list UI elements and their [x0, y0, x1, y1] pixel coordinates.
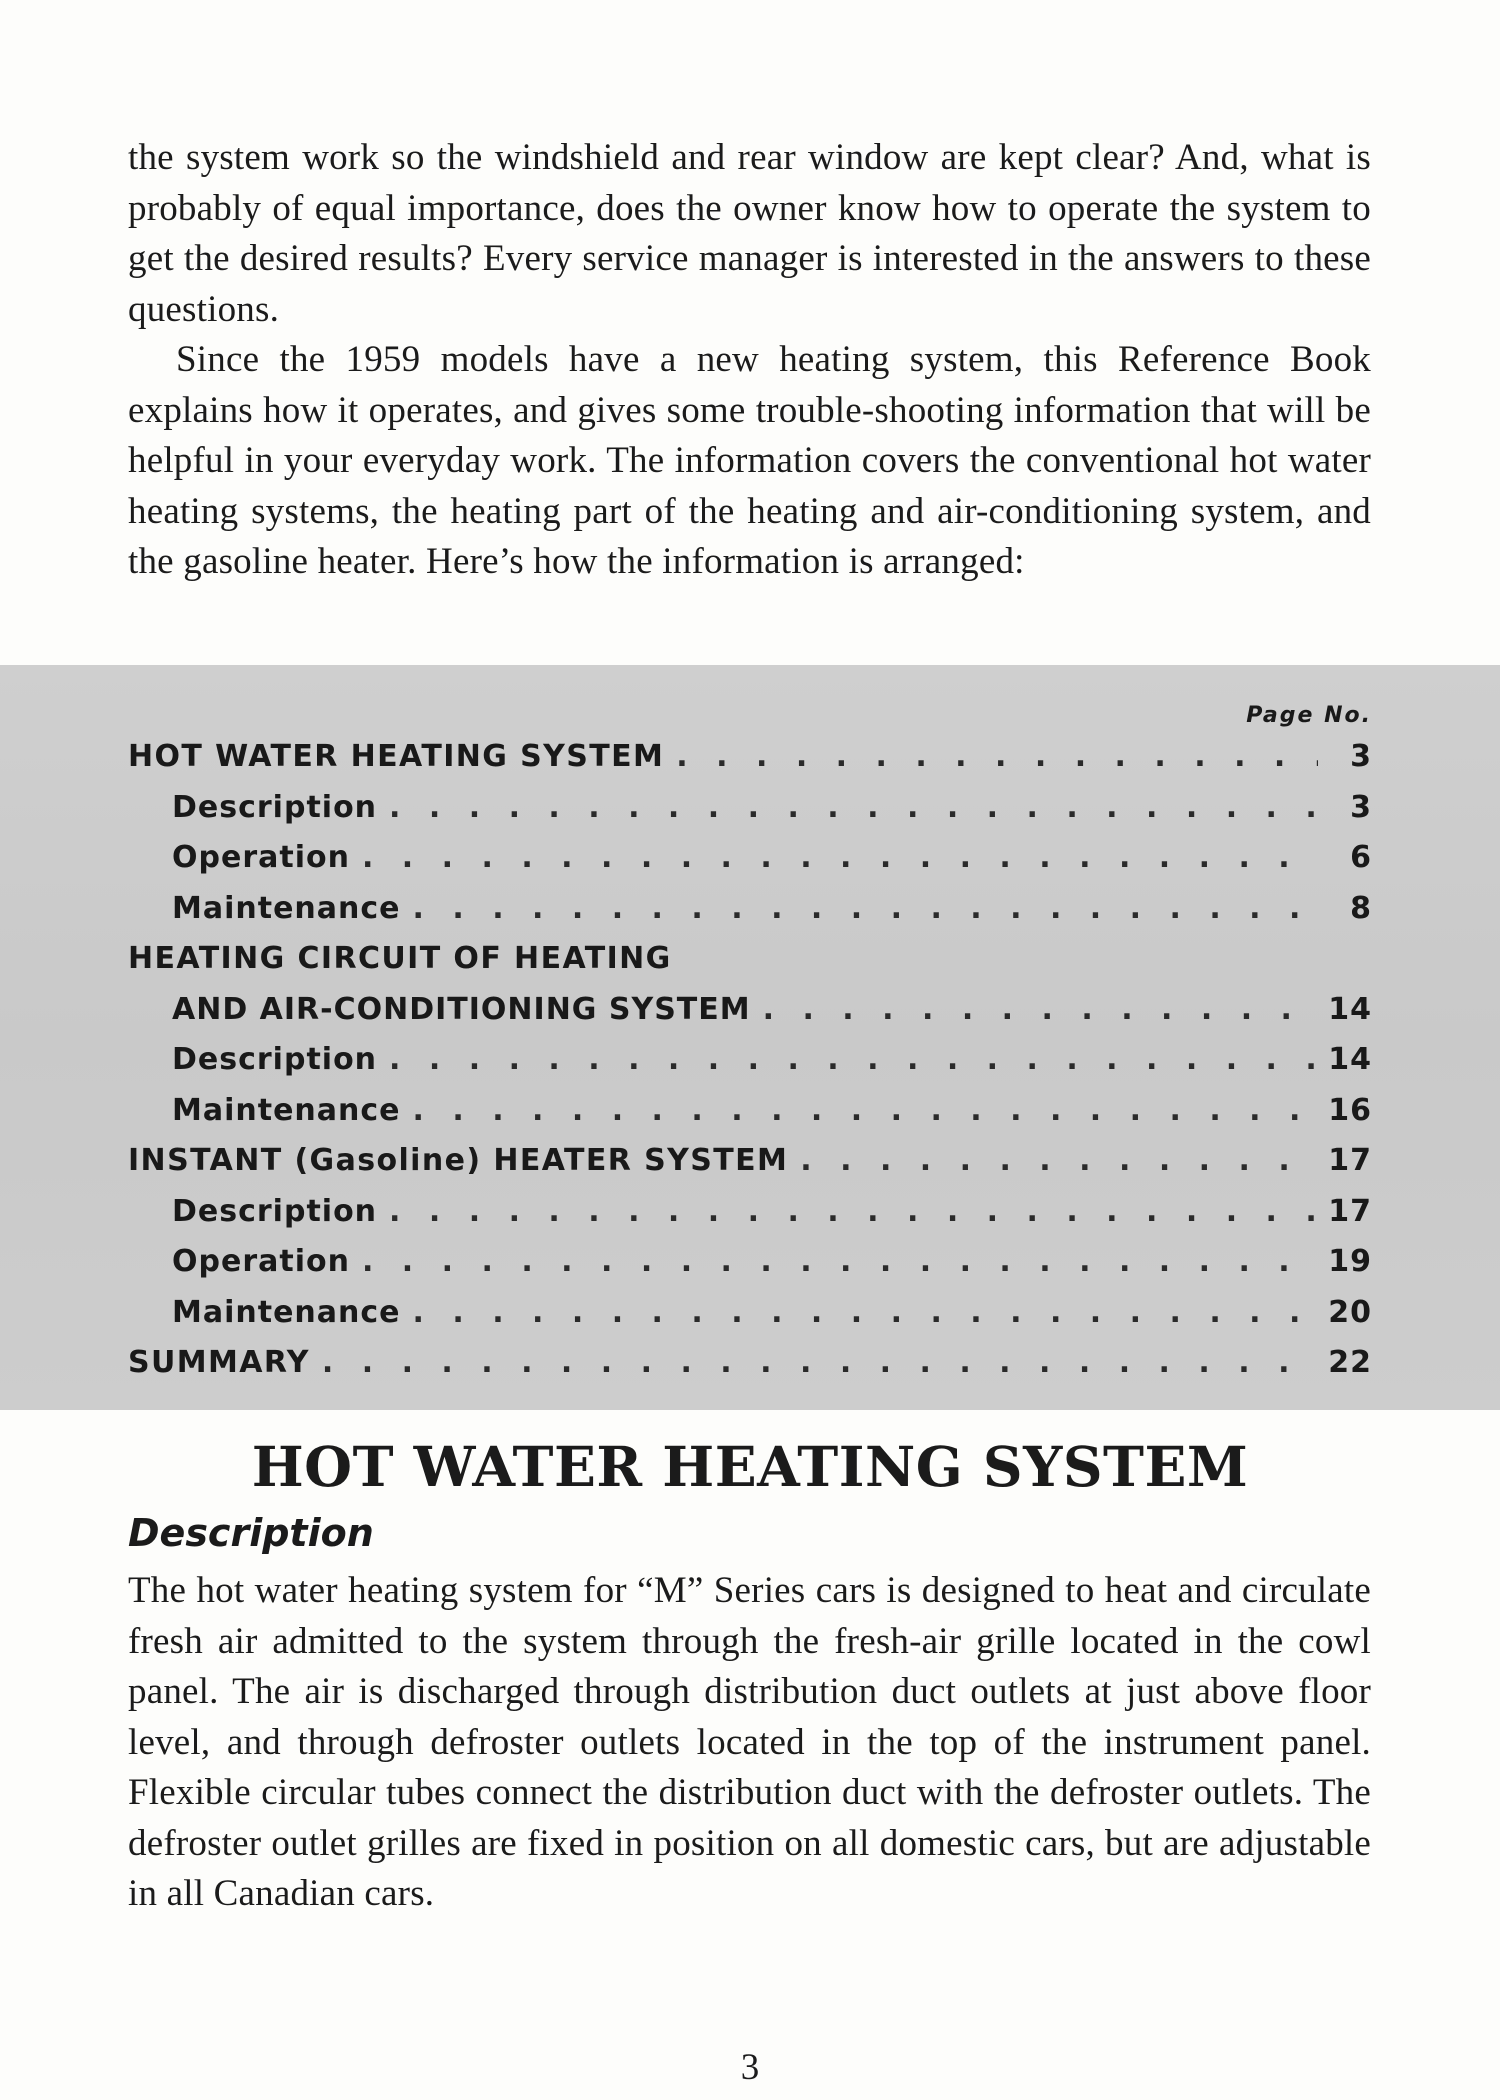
toc-entry-page: 17: [1328, 1193, 1372, 1229]
section-body: [128, 1566, 1371, 1920]
toc-entry-label: AND AIR-CONDITIONING SYSTEM: [172, 991, 751, 1027]
toc-entry-page: 6: [1350, 840, 1372, 875]
toc-entry-label: SUMMARY: [128, 1345, 310, 1380]
toc-leader-dots: [389, 783, 1318, 834]
page-number-header: Page No.: [1246, 703, 1372, 728]
toc-entry-label: Description: [172, 1042, 378, 1077]
toc-leader-dots: [413, 1086, 1317, 1137]
toc-entry-page: 22: [1328, 1345, 1372, 1380]
toc-entry-page: 14: [1328, 1042, 1372, 1077]
toc-entry: [128, 732, 1372, 783]
toc-entry: [128, 1086, 1372, 1137]
toc-entry-page: 17: [1328, 1143, 1372, 1178]
toc-entry: [128, 934, 1372, 985]
toc-entry-page: 14: [1328, 991, 1372, 1027]
toc-entry-page: 3: [1350, 789, 1372, 825]
toc-entry-label: HOT WATER HEATING SYSTEM: [128, 739, 665, 774]
toc-entry-label: Maintenance: [172, 1294, 401, 1330]
toc-entry-page: 3: [1350, 739, 1372, 774]
toc-entry-label: Operation: [172, 1244, 350, 1279]
page-number: 3: [740, 2047, 760, 2088]
toc-entry-label: HEATING CIRCUIT OF HEATING: [128, 941, 672, 976]
toc-leader-dots: [800, 1136, 1316, 1187]
toc-entry: [128, 1288, 1372, 1339]
toc-entry: [128, 985, 1372, 1036]
toc-leader-dots: [389, 1187, 1316, 1238]
toc-entry: [128, 1035, 1372, 1086]
intro-text: [128, 133, 1371, 588]
toc-entry: [128, 884, 1372, 935]
toc-entry-page: 16: [1328, 1092, 1372, 1128]
toc-entry-label: INSTANT (Gasoline) HEATER SYSTEM: [128, 1143, 789, 1178]
toc-entry-label: Description: [172, 789, 378, 825]
section-subtitle: Description: [128, 1511, 374, 1555]
section-title: HOT WATER HEATING SYSTEM: [251, 1434, 1249, 1499]
toc-leader-dots: [362, 1237, 1316, 1288]
toc-leader-dots: [322, 1338, 1316, 1389]
toc-entry-label: Maintenance: [172, 1092, 401, 1128]
toc-entry: [128, 1187, 1372, 1238]
intro-paragraph: the system work so the windshield and rear window are kept clear? And, what is probably of equal importance, does the owner know how to operate the system to get the desired results? Every service manager is interested in the answers to these questions.: [128, 137, 1371, 330]
toc-leader-dots: [676, 732, 1318, 783]
toc-entry-label: Maintenance: [172, 890, 401, 926]
body-paragraph: The hot water heating system for “M” Series cars is designed to heat and circulate fresh air admitted to the system through the fresh-air grille located in the cowl panel. The air is discharged through distribution duct outlets at just above floor level, and through defroster outlets located in the top of the instrument panel. Flexible circular tubes connect the distribution duct with the defroster outlets. The defroster outlet grilles are fixed in position on all domestic cars, but are adjustable in all Canadian cars.: [128, 1570, 1371, 1914]
toc-leader-dots: [389, 1035, 1316, 1086]
toc-entry-label: Description: [172, 1193, 378, 1229]
toc-entry-page: 19: [1328, 1244, 1372, 1279]
toc-entry-page: 8: [1350, 890, 1372, 926]
toc-entry: [128, 783, 1372, 834]
table-of-contents: [128, 700, 1372, 1389]
toc-entry: [128, 833, 1372, 884]
toc-entry-label: Operation: [172, 840, 350, 875]
toc-leader-dots: [362, 833, 1318, 884]
toc-entry-page: 20: [1328, 1294, 1372, 1330]
toc-entry: [128, 1338, 1372, 1389]
toc-leader-dots: [763, 985, 1317, 1036]
toc-leader-dots: [413, 884, 1318, 935]
toc-entry: [128, 1237, 1372, 1288]
toc-leader-dots: [413, 1288, 1317, 1339]
intro-paragraph: Since the 1959 models have a new heating system, this Reference Book explains how it operates, and gives some trouble-shooting information that will be helpful in your everyday work. The information covers the conventional hot water heating systems, the heating part of the heating and air-conditioning system, and the gasoline heater. Here’s how the information is arranged:: [128, 339, 1371, 582]
toc-entry: [128, 1136, 1372, 1187]
